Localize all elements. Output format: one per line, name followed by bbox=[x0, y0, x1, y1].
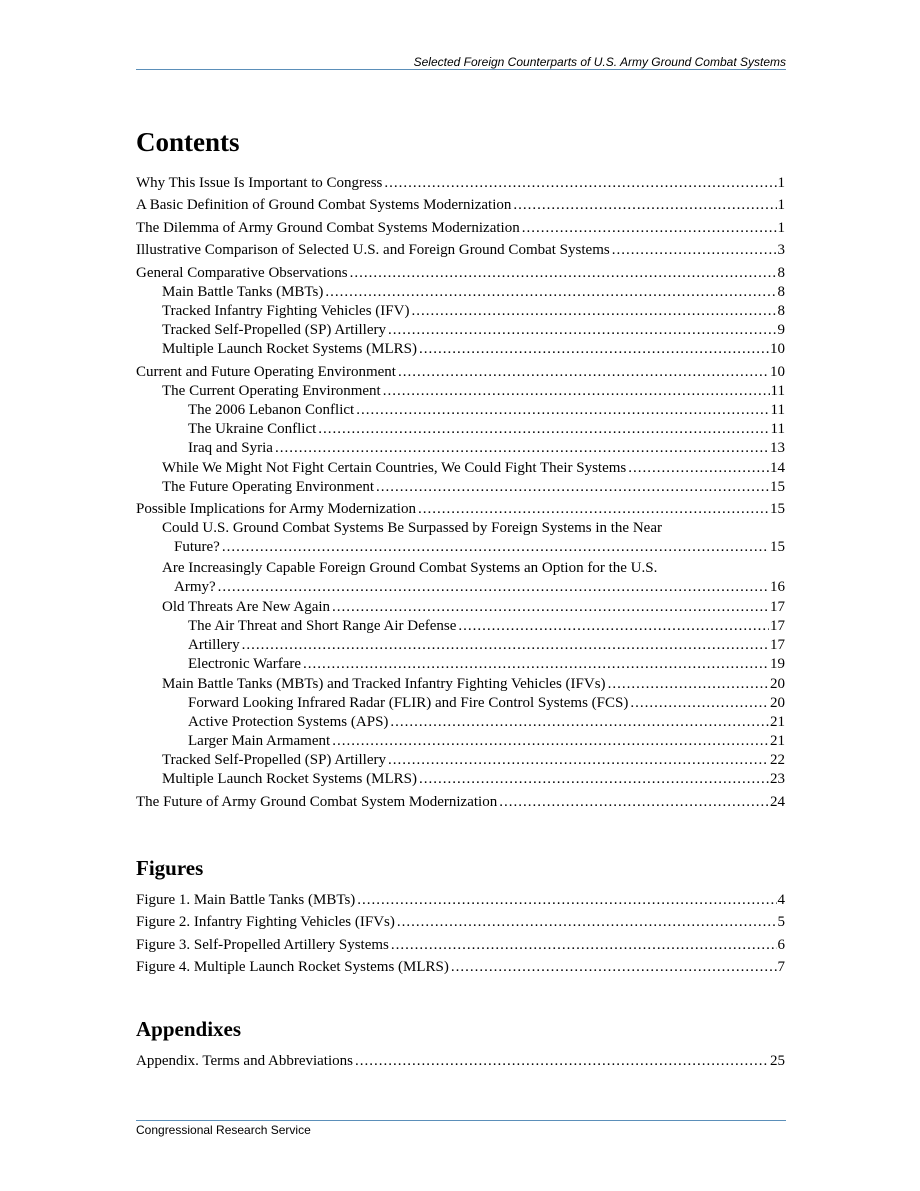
dot-leader bbox=[356, 401, 769, 419]
contents-heading: Contents bbox=[136, 127, 240, 157]
toc-entry[interactable] bbox=[136, 459, 785, 477]
toc-entry-title: Why This Issue Is Important to Congress bbox=[136, 175, 383, 191]
dot-leader bbox=[388, 751, 769, 769]
toc-entry[interactable] bbox=[136, 420, 785, 438]
dot-leader bbox=[390, 713, 769, 731]
toc-entry[interactable] bbox=[136, 655, 785, 673]
toc-page-number: 1 bbox=[777, 197, 785, 214]
toc-entry[interactable] bbox=[136, 382, 785, 400]
footer-rule bbox=[136, 1120, 786, 1121]
toc-entry-title: Illustrative Comparison of Selected U.S. and Foreign Ground Combat Systems bbox=[136, 242, 610, 259]
dot-leader bbox=[222, 538, 769, 556]
toc-entry[interactable] bbox=[136, 401, 785, 419]
toc-page-number: 11 bbox=[770, 382, 785, 399]
toc-entry[interactable] bbox=[136, 321, 785, 339]
toc-entry-title: Electronic Warfare bbox=[188, 656, 302, 673]
toc-entry-title: The Current Operating Environment bbox=[162, 382, 381, 399]
toc-page-number: 17 bbox=[770, 637, 785, 654]
toc-page-number: 25 bbox=[770, 1053, 785, 1069]
toc-entry-title: Multiple Launch Rocket Systems (MLRS) bbox=[162, 341, 417, 358]
toc-entry[interactable] bbox=[136, 732, 785, 750]
toc-entry[interactable] bbox=[136, 363, 785, 381]
toc-entry-title: Could U.S. Ground Combat Systems Be Surpassed by Foreign Systems in the Near bbox=[162, 520, 662, 537]
toc-page-number: 11 bbox=[770, 421, 785, 438]
toc-entry-title: Figure 4. Multiple Launch Rocket Systems (MLRS) bbox=[136, 959, 449, 976]
toc-entry-title: The Air Threat and Short Range Air Defense bbox=[188, 617, 457, 634]
toc-entry-title: Tracked Self-Propelled (SP) Artillery bbox=[162, 322, 386, 339]
toc-page-number: 3 bbox=[777, 242, 785, 259]
toc-entry-title: Main Battle Tanks (MBTs) and Tracked Infantry Fighting Vehicles (IFVs) bbox=[162, 675, 606, 692]
dot-leader bbox=[522, 219, 777, 237]
toc-page-number: 17 bbox=[770, 617, 785, 634]
toc-entry-title: General Comparative Observations bbox=[136, 264, 348, 281]
toc-page-number: 10 bbox=[770, 341, 785, 358]
dot-leader bbox=[398, 363, 769, 381]
toc-page-number: 11 bbox=[770, 402, 785, 419]
dot-leader bbox=[318, 420, 769, 438]
toc-entry-title: The Dilemma of Army Ground Combat Systems Modernization bbox=[136, 219, 520, 236]
toc-entry-title: Larger Main Armament bbox=[188, 733, 331, 750]
figures-heading: Figures bbox=[136, 856, 204, 880]
toc-page-number: 10 bbox=[770, 363, 785, 380]
dot-leader bbox=[218, 578, 769, 596]
toc-entry[interactable] bbox=[136, 636, 785, 654]
dot-leader bbox=[332, 598, 769, 616]
toc-entry[interactable] bbox=[136, 241, 785, 259]
toc-entry[interactable] bbox=[136, 559, 785, 597]
toc-entry-title: Iraq and Syria bbox=[188, 440, 273, 457]
toc-page-number: 23 bbox=[770, 771, 785, 788]
dot-leader bbox=[355, 1052, 769, 1070]
dot-leader bbox=[388, 321, 777, 339]
dot-leader bbox=[376, 478, 769, 496]
toc-page-number: 16 bbox=[770, 578, 785, 595]
toc-page-number: 15 bbox=[770, 478, 785, 495]
toc-entry[interactable] bbox=[136, 694, 785, 712]
toc-entry[interactable] bbox=[136, 478, 785, 496]
dot-leader bbox=[357, 891, 776, 909]
toc-entry[interactable] bbox=[136, 264, 785, 282]
contents-list bbox=[136, 174, 785, 811]
dot-leader bbox=[332, 732, 769, 750]
toc-page-number: 13 bbox=[770, 440, 785, 457]
dot-leader bbox=[411, 302, 776, 320]
toc-entry-title: Are Increasingly Capable Foreign Ground Combat Systems an Option for the U.S. bbox=[162, 559, 658, 576]
toc-page-number: 24 bbox=[770, 793, 785, 810]
toc-page-number: 20 bbox=[770, 675, 785, 692]
dot-leader bbox=[499, 793, 769, 811]
dot-leader bbox=[397, 913, 777, 931]
running-header: Selected Foreign Counterparts of U.S. Army Ground Combat Systems bbox=[413, 55, 786, 69]
dot-leader bbox=[419, 340, 769, 358]
toc-entry-title-continued: Future? bbox=[174, 539, 220, 556]
toc-page-number: 8 bbox=[777, 302, 785, 319]
toc-entry[interactable] bbox=[136, 770, 785, 788]
dot-leader bbox=[608, 675, 769, 693]
toc-entry[interactable] bbox=[136, 196, 785, 214]
toc-entry-title-continued: Army? bbox=[174, 578, 216, 595]
toc-entry-title: Main Battle Tanks (MBTs) bbox=[162, 283, 324, 300]
dot-leader bbox=[418, 500, 769, 518]
toc-entry-title: Active Protection Systems (APS) bbox=[188, 713, 389, 730]
toc-entry-title: Current and Future Operating Environment bbox=[136, 363, 396, 380]
toc-page-number: 7 bbox=[777, 959, 785, 976]
toc-entry-title: Possible Implications for Army Modernization bbox=[136, 501, 416, 518]
dot-leader bbox=[391, 936, 777, 954]
toc-page-number: 21 bbox=[770, 733, 785, 750]
dot-leader bbox=[242, 636, 769, 654]
toc-page-number: 21 bbox=[770, 713, 785, 730]
toc-entry[interactable] bbox=[136, 219, 785, 237]
toc-page-number: 6 bbox=[777, 936, 785, 953]
toc-page-number: 19 bbox=[770, 656, 785, 673]
toc-entry[interactable] bbox=[136, 500, 785, 518]
toc-entry[interactable] bbox=[136, 617, 785, 635]
toc-page-number: 4 bbox=[777, 892, 785, 908]
toc-page-number: 15 bbox=[770, 501, 785, 518]
toc-entry[interactable] bbox=[136, 598, 785, 616]
toc-entry-title: Appendix. Terms and Abbreviations bbox=[136, 1053, 353, 1069]
dot-leader bbox=[630, 694, 769, 712]
toc-entry-title: A Basic Definition of Ground Combat Systems Modernization bbox=[136, 197, 512, 214]
toc-page-number: 17 bbox=[770, 598, 785, 615]
toc-entry[interactable] bbox=[136, 958, 785, 976]
toc-page-number: 14 bbox=[770, 459, 785, 476]
dot-leader bbox=[612, 241, 777, 259]
toc-entry[interactable] bbox=[136, 519, 785, 557]
toc-entry-title: The 2006 Lebanon Conflict bbox=[188, 402, 355, 419]
toc-page-number: 1 bbox=[777, 219, 785, 236]
toc-page-number: 20 bbox=[770, 694, 785, 711]
dot-leader bbox=[383, 382, 770, 400]
toc-entry[interactable] bbox=[136, 302, 785, 320]
toc-entry[interactable] bbox=[136, 174, 785, 192]
toc-page-number: 8 bbox=[777, 264, 785, 281]
toc-entry[interactable] bbox=[136, 936, 785, 954]
running-footer: Congressional Research Service bbox=[136, 1123, 311, 1137]
header-rule bbox=[136, 69, 786, 70]
dot-leader bbox=[303, 655, 769, 673]
toc-entry[interactable] bbox=[136, 675, 785, 693]
toc-page-number: 9 bbox=[777, 322, 785, 339]
toc-entry-title: The Ukraine Conflict bbox=[188, 421, 317, 438]
toc-entry-title: Tracked Infantry Fighting Vehicles (IFV) bbox=[162, 302, 410, 319]
toc-entry-title: While We Might Not Fight Certain Countries, We Could Fight Their Systems bbox=[162, 459, 627, 476]
toc-entry-title: Artillery bbox=[188, 637, 240, 654]
toc-entry[interactable] bbox=[136, 793, 785, 811]
dot-leader bbox=[513, 196, 776, 214]
toc-entry[interactable] bbox=[136, 1052, 785, 1070]
toc-entry-title: Old Threats Are New Again bbox=[162, 598, 331, 615]
toc-page-number: 22 bbox=[770, 752, 785, 769]
toc-entry-title: The Future of Army Ground Combat System Modernization bbox=[136, 793, 498, 810]
toc-entry[interactable] bbox=[136, 891, 785, 909]
appendixes-list bbox=[136, 1052, 785, 1070]
toc-entry[interactable] bbox=[136, 913, 785, 931]
appendixes-heading: Appendixes bbox=[136, 1017, 242, 1041]
toc-page-number: 8 bbox=[777, 283, 785, 300]
toc-entry[interactable] bbox=[136, 439, 785, 457]
toc-entry-title: Figure 2. Infantry Fighting Vehicles (IFVs) bbox=[136, 914, 395, 931]
toc-page-number: 1 bbox=[777, 175, 785, 191]
toc-entry[interactable] bbox=[136, 283, 785, 301]
dot-leader bbox=[325, 283, 776, 301]
dot-leader bbox=[350, 264, 777, 282]
toc-entry[interactable] bbox=[136, 340, 785, 358]
figures-list bbox=[136, 891, 785, 976]
toc-entry-title: Figure 1. Main Battle Tanks (MBTs) bbox=[136, 892, 356, 908]
toc-entry[interactable] bbox=[136, 713, 785, 731]
dot-leader bbox=[628, 459, 769, 477]
dot-leader bbox=[451, 958, 777, 976]
toc-entry-title: The Future Operating Environment bbox=[162, 478, 375, 495]
dot-leader bbox=[275, 439, 769, 457]
toc-entry-title: Forward Looking Infrared Radar (FLIR) and Fire Control Systems (FCS) bbox=[188, 694, 629, 711]
toc-page-number: 15 bbox=[770, 539, 785, 556]
dot-leader bbox=[419, 770, 769, 788]
dot-leader bbox=[458, 617, 769, 635]
toc-entry-title: Tracked Self-Propelled (SP) Artillery bbox=[162, 752, 386, 769]
dot-leader bbox=[384, 174, 776, 192]
toc-page-number: 5 bbox=[777, 914, 785, 931]
toc-entry-title: Figure 3. Self-Propelled Artillery Systems bbox=[136, 936, 389, 953]
toc-entry-title: Multiple Launch Rocket Systems (MLRS) bbox=[162, 771, 417, 788]
toc-entry[interactable] bbox=[136, 751, 785, 769]
